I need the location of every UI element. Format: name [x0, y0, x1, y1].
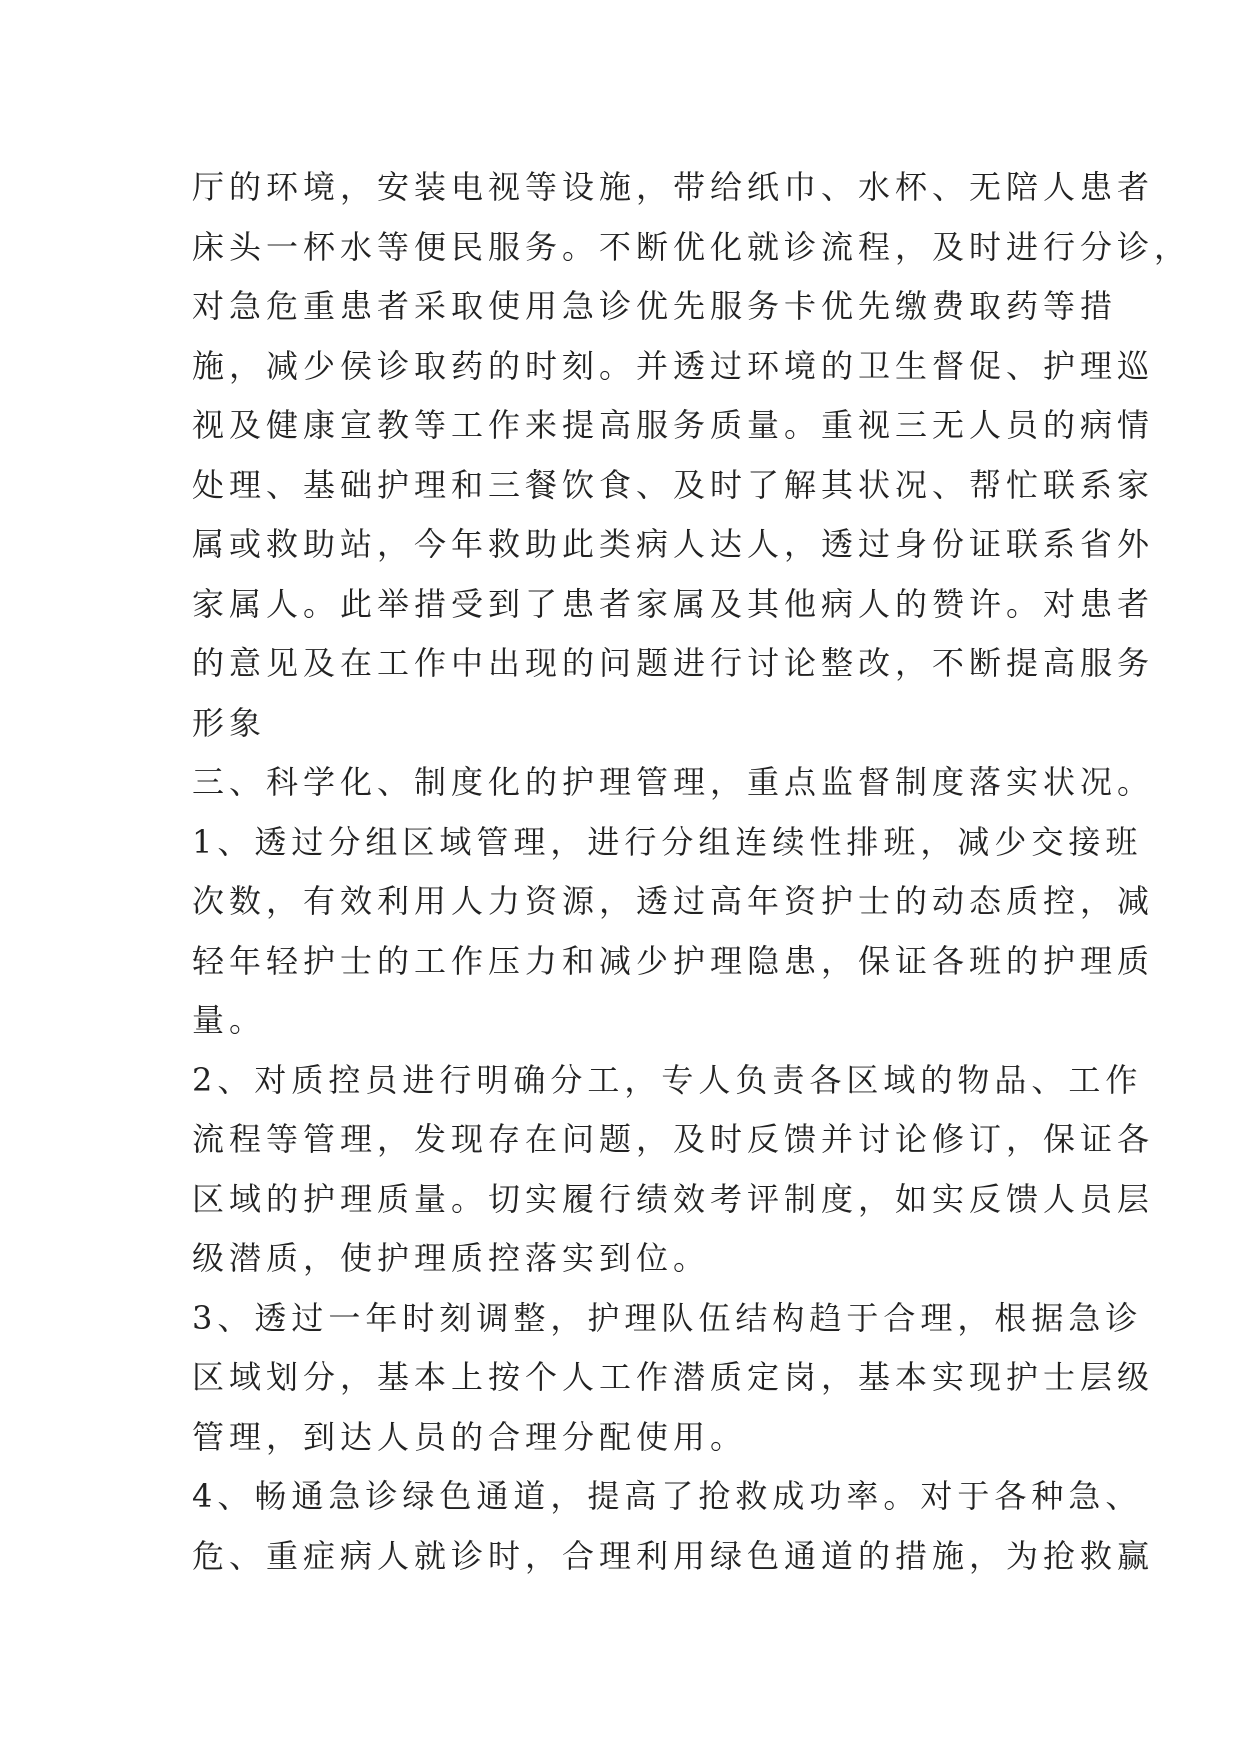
text-line: 4、畅通急诊绿色通道，提高了抢救成功率。对于各种急、 — [192, 1477, 1143, 1515]
text-line: 视及健康宣教等工作来提高服务质量。重视三无人员的病情 — [192, 406, 1155, 444]
section-heading: 三、科学化、制度化的护理管理，重点监督制度落实状况。 — [192, 763, 1155, 801]
text-line: 对急危重患者采取使用急诊优先服务卡优先缴费取药等措 — [192, 287, 1118, 325]
text-line: 形象 — [192, 703, 267, 742]
document-body — [192, 158, 1192, 1586]
text-line: 属或救助站，今年救助此类病人达人，透过身份证联系省外 — [192, 525, 1155, 563]
text-line: 厅的环境，安装电视等设施，带给纸巾、水杯、无陪人患者 — [192, 168, 1155, 206]
text-line: 床头一杯水等便民服务。不断优化就诊流程，及时进行分诊， — [192, 227, 1192, 266]
text-line: 区域的护理质量。切实履行绩效考评制度，如实反馈人员层 — [192, 1179, 1155, 1218]
text-line: 处理、基础护理和三餐饮食、及时了解其状况、帮忙联系家 — [192, 465, 1155, 504]
text-line: 的意见及在工作中出现的问题进行讨论整改，不断提高服务 — [192, 644, 1155, 682]
text-line: 施，减少侯诊取药的时刻。并透过环境的卫生督促、护理巡 — [192, 346, 1155, 385]
text-line: 家属人。此举措受到了患者家属及其他病人的赞许。对患者 — [192, 584, 1155, 623]
text-line: 轻年轻护士的工作压力和减少护理隐患，保证各班的护理质 — [192, 941, 1155, 980]
text-line: 量。 — [192, 1001, 267, 1039]
text-line: 管理，到达人员的合理分配使用。 — [192, 1417, 748, 1456]
text-line: 级潜质，使护理质控落实到位。 — [192, 1239, 711, 1277]
text-line: 区域划分，基本上按个人工作潜质定岗，基本实现护士层级 — [192, 1358, 1155, 1396]
text-line: 流程等管理，发现存在问题，及时反馈并讨论修订，保证各 — [192, 1120, 1155, 1158]
text-line: 2、对质控员进行明确分工，专人负责各区域的物品、工作 — [192, 1060, 1143, 1099]
text-line: 次数，有效利用人力资源，透过高年资护士的动态质控，减 — [192, 882, 1155, 920]
text-line: 3、透过一年时刻调整，护理队伍结构趋于合理，根据急诊 — [192, 1298, 1143, 1337]
text-line: 危、重症病人就诊时，合理利用绿色通道的措施，为抢救赢 — [192, 1536, 1155, 1575]
text-line: 1、透过分组区域管理，进行分组连续性排班，减少交接班 — [192, 822, 1143, 861]
